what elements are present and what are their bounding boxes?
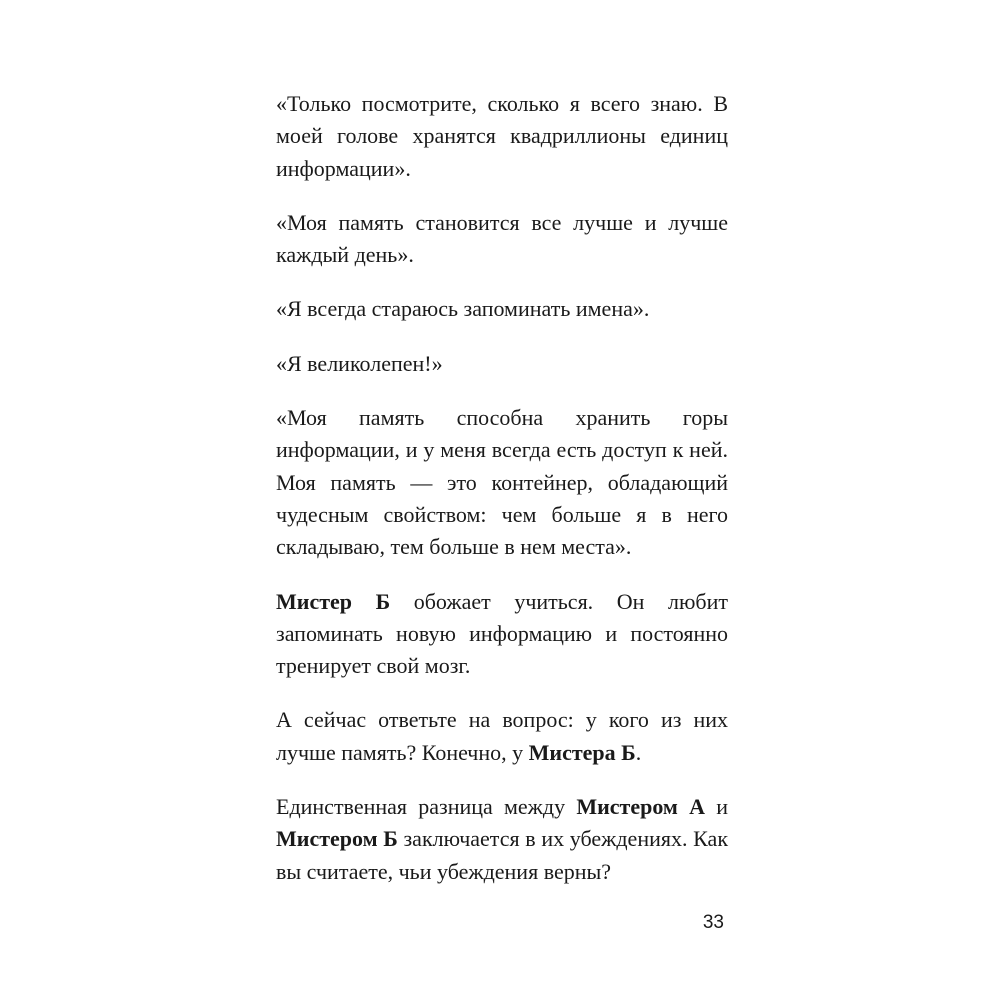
- paragraph-1: [276, 88, 728, 185]
- paragraph-text: обожает учиться. Он любит запоминать новую информацию и постоянно тренирует свой мозг.: [276, 588, 729, 679]
- bold-name-mister-b: Мистер Б: [276, 588, 391, 614]
- paragraph-text: А сейчас ответьте на вопрос: у кого из них лучше память? Конечно, у: [276, 707, 728, 765]
- paragraph-text: и: [705, 794, 729, 820]
- paragraph-5: [276, 402, 728, 563]
- page-number: 33: [702, 912, 724, 933]
- paragraph-6: [276, 586, 728, 683]
- paragraph-text: «Моя память становится все лучше и лучше каждый день».: [276, 209, 728, 268]
- paragraph-7: [276, 704, 728, 769]
- paragraph-text: заключается в их убеждениях. Как вы считаете, чьи убеждения верны?: [276, 826, 729, 884]
- bold-name-mister-a: Мистером А: [576, 794, 706, 820]
- paragraph-2: [276, 207, 728, 272]
- bold-name-mister-b: Мистером Б: [276, 826, 398, 852]
- paragraph-8: [276, 791, 728, 888]
- paragraph-text: «Я великолепен!»: [276, 350, 443, 376]
- paragraph-3: [276, 293, 728, 325]
- paragraph-text: Единственная разница между: [276, 794, 577, 820]
- paragraph-4: [276, 348, 728, 380]
- bold-name-mister-b: Мистера Б: [528, 739, 636, 765]
- paragraph-text: .: [635, 739, 642, 765]
- page-body: [276, 88, 728, 910]
- paragraph-text: «Только посмотрите, сколько я всего знаю. В моей голове хранятся квадриллионы единиц информации».: [276, 91, 728, 181]
- paragraph-text: «Моя память способна хранить горы информации, и у меня всегда есть доступ к ней. Моя память — это контейнер, обладающий чудесным свойством: чем больше я в него складываю, тем больше в нем места».: [276, 405, 728, 560]
- paragraph-text: «Я всегда стараюсь запоминать имена».: [276, 296, 650, 322]
